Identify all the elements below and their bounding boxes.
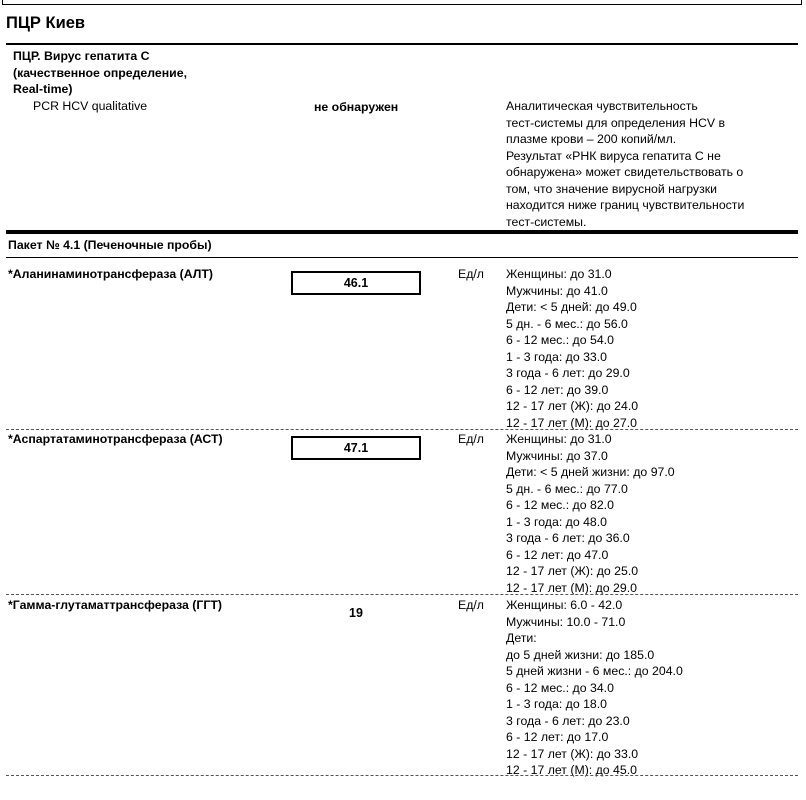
pcr-test-name-line: Real-time)	[13, 82, 73, 96]
row-divider	[6, 775, 798, 776]
ref-line: 12 - 17 лет (Ж): до 33.0	[506, 746, 639, 761]
ref-ranges-alt	[506, 266, 638, 431]
ref-line: Женщины: 6.0 - 42.0	[506, 598, 623, 612]
page-title: ПЦР Киев	[6, 14, 86, 32]
ref-ranges-ast	[506, 431, 675, 596]
test-name-alt: *Аланинаминотрансфераза (АЛТ)	[8, 267, 214, 281]
comment-line: Результат «РНК вируса гепатита С не	[506, 148, 721, 163]
ref-line: 3 года - 6 лет: до 29.0	[506, 366, 630, 380]
ref-line: 5 дней жизни - 6 мес.: до 204.0	[506, 664, 683, 678]
ref-line: 1 - 3 года: до 33.0	[506, 349, 608, 364]
ref-line: 6 - 12 лет: до 17.0	[506, 730, 609, 744]
title-divider	[6, 43, 798, 45]
ref-line: 12 - 17 лет (М): до 27.0	[506, 415, 637, 430]
ref-line: 3 года - 6 лет: до 23.0	[506, 713, 630, 728]
ref-line: 12 - 17 лет (Ж): до 25.0	[506, 564, 639, 578]
ref-line: 6 - 12 мес.: до 54.0	[506, 333, 614, 347]
pcr-result: не обнаружен	[314, 100, 399, 114]
comment-line: тест-системы для определения HCV в	[506, 115, 726, 130]
pcr-subtest: PCR HCV qualitative	[33, 99, 148, 113]
test-value-ggt: 19	[349, 606, 363, 620]
ref-line: 5 дн. - 6 мес.: до 77.0	[506, 481, 628, 496]
ref-line: 6 - 12 лет: до 39.0	[506, 382, 609, 397]
ref-line: 1 - 3 года: до 18.0	[506, 697, 608, 711]
package-title: Пакет № 4.1 (Печеночные пробы)	[8, 238, 212, 252]
test-unit-ggt: Ед/л	[458, 598, 484, 612]
comment-line: Аналитическая чувствительность	[506, 99, 698, 113]
test-unit-alt: Ед/л	[458, 267, 484, 281]
pcr-test-name	[13, 48, 187, 98]
ref-line: 6 - 12 мес.: до 82.0	[506, 498, 614, 512]
test-value-ast: 47.1	[291, 436, 421, 460]
top-frame	[2, 0, 802, 5]
ref-line: 5 дн. - 6 мес.: до 56.0	[506, 316, 628, 331]
row-divider	[6, 429, 798, 430]
pcr-test-name-line: ПЦР. Вирус гепатита С	[13, 49, 150, 63]
test-value-alt: 46.1	[291, 271, 421, 295]
ref-line: Дети: < 5 дней: до 49.0	[506, 300, 637, 314]
ref-line: 6 - 12 лет: до 47.0	[506, 547, 609, 562]
ref-line: Женщины: до 31.0	[506, 432, 612, 446]
ref-line: 12 - 17 лет (М): до 45.0	[506, 763, 637, 777]
ref-ranges-ggt	[506, 597, 683, 779]
comment-line: том, что значение вирусной нагрузки	[506, 181, 717, 196]
test-unit-ast: Ед/л	[458, 432, 484, 446]
section-divider	[6, 230, 798, 234]
ref-line: до 5 дней жизни: до 185.0	[506, 647, 655, 662]
comment-line: обнаружена» может свидетельствовать о	[506, 165, 744, 179]
pcr-comment	[506, 98, 744, 230]
comment-line: находится ниже границ чувствительности	[506, 198, 745, 212]
test-name-ast: *Аспартатаминотрансфераза (АСТ)	[8, 432, 223, 446]
row-divider	[6, 594, 798, 595]
comment-line: плазме крови – 200 копий/мл.	[506, 132, 677, 146]
ref-line: 12 - 17 лет (Ж): до 24.0	[506, 399, 639, 413]
ref-line: Дети:	[506, 631, 537, 645]
ref-line: 12 - 17 лет (М): до 29.0	[506, 580, 637, 595]
ref-line: Мужчины: до 41.0	[506, 283, 608, 298]
pcr-test-name-line: (качественное определение,	[13, 65, 187, 80]
ref-line: Женщины: до 31.0	[506, 267, 612, 281]
ref-line: Дети: < 5 дней жизни: до 97.0	[506, 465, 675, 479]
ref-line: 3 года - 6 лет: до 36.0	[506, 531, 630, 545]
package-divider	[6, 257, 798, 258]
ref-line: 1 - 3 года: до 48.0	[506, 514, 608, 529]
ref-line: Мужчины: до 37.0	[506, 448, 608, 463]
comment-line: тест-системы.	[506, 214, 587, 229]
ref-line: Мужчины: 10.0 - 71.0	[506, 614, 626, 629]
ref-line: 6 - 12 мес.: до 34.0	[506, 680, 614, 695]
test-name-ggt: *Гамма-глутаматтрансфераза (ГГТ)	[8, 598, 222, 612]
